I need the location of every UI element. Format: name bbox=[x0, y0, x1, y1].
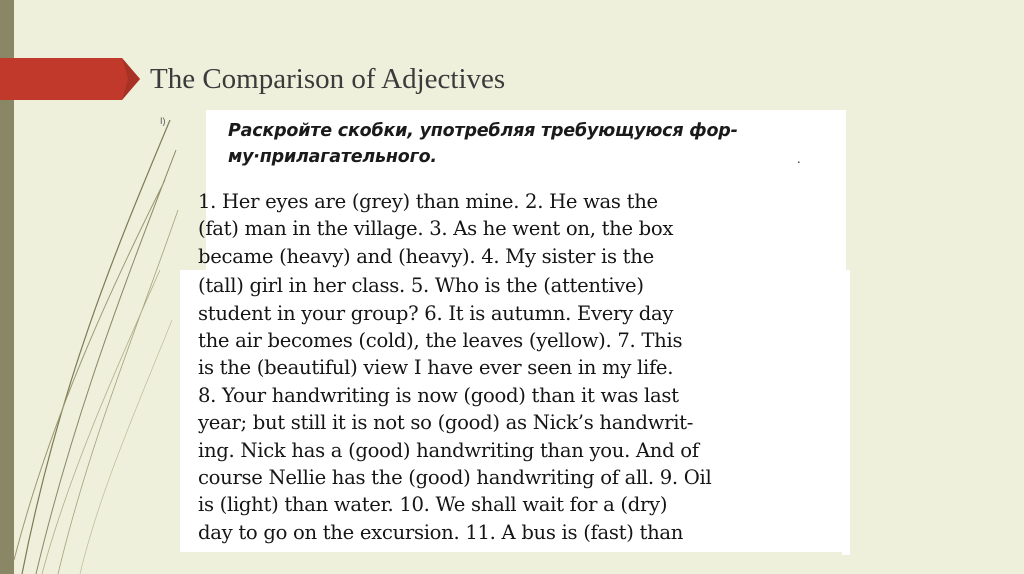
exercise-line: year; but still it is not so (good) as Nick’s handwrit- bbox=[198, 411, 694, 435]
exercise-line: ing. Nick has a (good) handwriting than you. And of bbox=[198, 438, 699, 462]
scan-right-notch bbox=[842, 270, 850, 555]
title-arrow-icon bbox=[0, 58, 150, 100]
instruction-line: му·прилагательного. bbox=[228, 147, 437, 167]
instruction-line: Раскройте скобки, употребляя требующуюся фор- bbox=[228, 121, 738, 141]
decorative-lines bbox=[0, 120, 180, 574]
exercise-line: day to go on the excursion. 11. A bus is (fast) than bbox=[198, 520, 684, 544]
exercise-line: is the (beautiful) view I have ever seen in my life. bbox=[198, 356, 674, 380]
stray-mark: . bbox=[797, 152, 801, 167]
exercise-line: course Nellie has the (good) handwriting of all. 9. Oil bbox=[198, 466, 712, 490]
exercise-line: 1. Her eyes are (grey) than mine. 2. He was the bbox=[198, 190, 658, 213]
exercise-line: student in your group? 6. It is autumn. Every day bbox=[198, 301, 674, 325]
exercise-text bbox=[198, 188, 838, 546]
exercise-line: became (heavy) and (heavy). 4. My sister is the bbox=[198, 244, 654, 268]
exercise-instruction bbox=[228, 118, 828, 170]
exercise-line: 8. Your handwriting is now (good) than it was last bbox=[198, 383, 679, 407]
exercise-line: the air becomes (cold), the leaves (yellow). 7. This bbox=[198, 329, 683, 353]
slide-title: The Comparison of Adjectives bbox=[150, 63, 506, 95]
bullet-marker: I) bbox=[160, 116, 166, 126]
exercise-line: (fat) man in the village. 3. As he went on, the box bbox=[198, 217, 674, 241]
exercise-line: (tall) girl in her class. 5. Who is the (attentive) bbox=[198, 274, 644, 298]
exercise-line: is (light) than water. 10. We shall wait for a (dry) bbox=[198, 493, 668, 517]
